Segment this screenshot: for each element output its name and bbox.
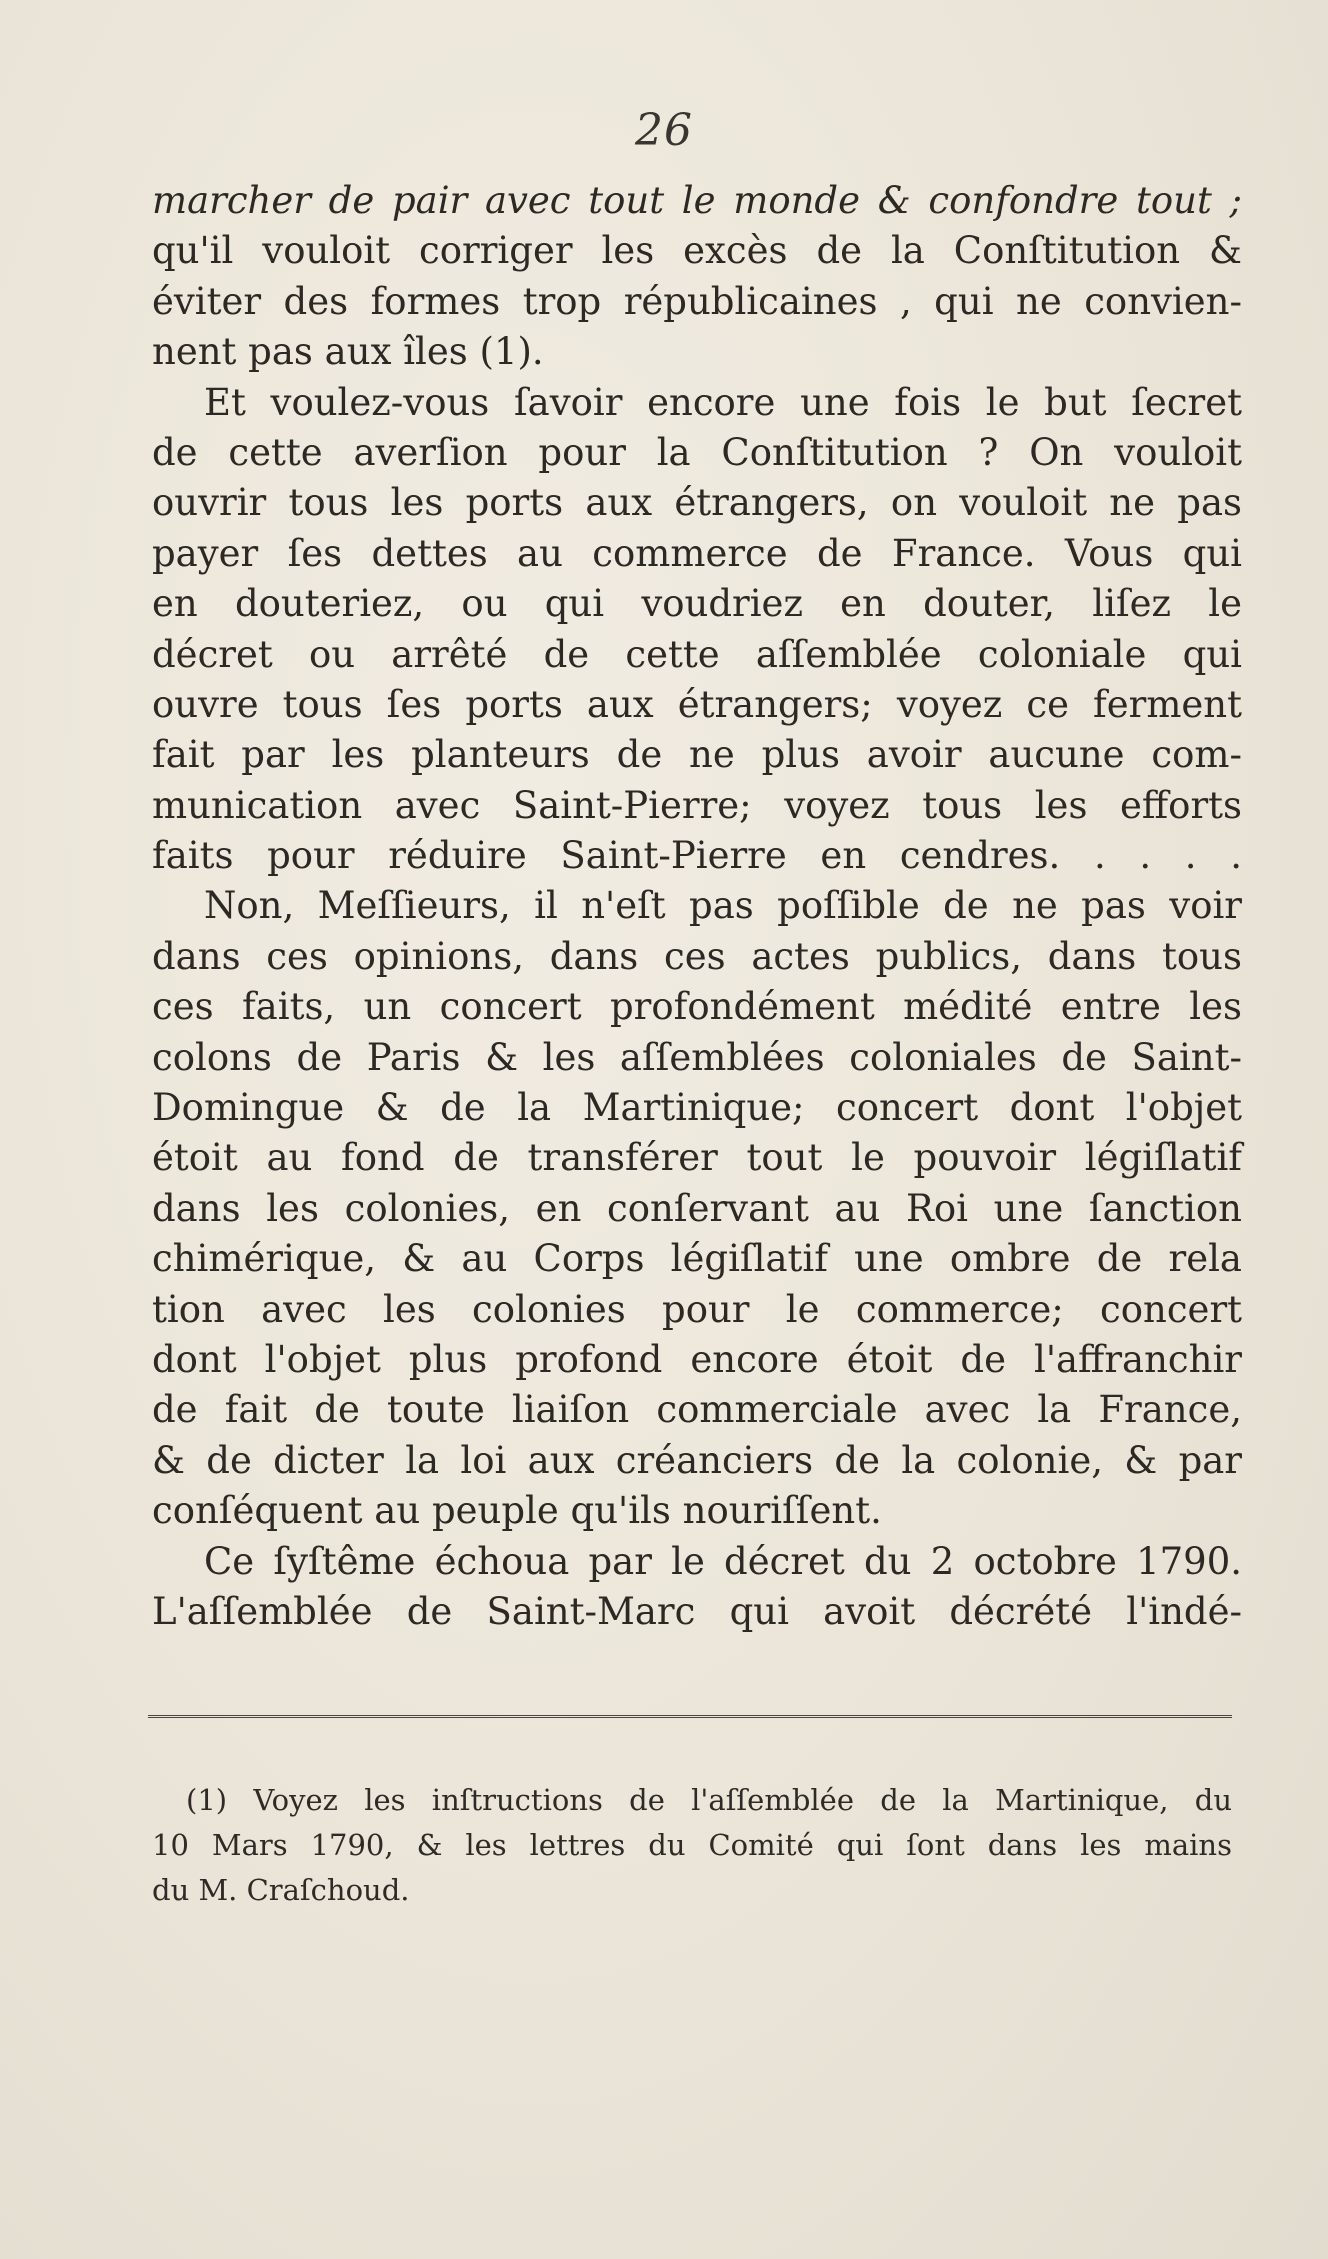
text-line: Et voulez-vous ſavoir encore une fois le but ſecret (204, 380, 1242, 424)
text-line: éviter des formes trop républicaines , qui ne convien- (152, 279, 1242, 323)
text-line: colons de Paris & les aſſemblées coloniales de Saint- (152, 1035, 1242, 1079)
text-line: ces faits, un concert profondément médité entre les (152, 985, 1242, 1029)
text-line: ouvre tous ſes ports aux étrangers; voyez ce ferment (152, 682, 1242, 726)
text-line: chimérique, & au Corps légiſlatif une ombre de rela (152, 1237, 1242, 1281)
text-line: dans ces opinions, dans ces actes publics, dans tous (152, 934, 1242, 978)
text-line: marcher de pair avec tout le monde & confondre tout ; (152, 179, 1242, 222)
footnote-line: 10 Mars 1790, & les lettres du Comité qui ſont dans les mains (152, 1828, 1232, 1862)
footnote-divider (148, 1715, 1232, 1718)
footnote-line: (1) Voyez les inſtructions de l'aſſemblée de la Martinique, du (186, 1783, 1232, 1817)
text-line: fait par les planteurs de ne plus avoir aucune com- (152, 733, 1242, 777)
text-line: & de dicter la loi aux créanciers de la colonie, & par (152, 1438, 1242, 1482)
text-line: tion avec les colonies pour le commerce; concert (152, 1287, 1242, 1331)
text-line: de cette averſion pour la Conſtitution ? On vouloit (152, 430, 1242, 474)
text-line: nent pas aux îles (1). (152, 330, 544, 374)
text-line: Non, Meſſieurs, il n'eſt pas poſſible de ne pas voir (204, 884, 1242, 928)
text-line: payer ſes dettes au commerce de France. Vous qui (152, 531, 1242, 575)
text-line: munication avec Saint-Pierre; voyez tous les efforts (152, 783, 1242, 827)
body-text (152, 176, 1242, 1637)
footnote (152, 1778, 1232, 1913)
text-line: ouvrir tous les ports aux étrangers, on vouloit ne pas (152, 481, 1242, 525)
text-line: Domingue & de la Martinique; concert dont l'objet (152, 1086, 1242, 1130)
text-line: qu'il vouloit corriger les excès de la Conſtitution & (152, 229, 1242, 273)
text-line: dont l'objet plus profond encore étoit de l'affranchir (152, 1337, 1242, 1381)
text-line: L'aſſemblée de Saint-Marc qui avoit décrété l'indé- (152, 1589, 1242, 1633)
text-line: en douteriez, ou qui voudriez en douter, liſez le (152, 582, 1242, 626)
text-line: conſéquent au peuple qu'ils nouriſſent. (152, 1489, 882, 1533)
page-number: 26 (635, 105, 693, 156)
text-line: décret ou arrêté de cette aſſemblée coloniale qui (152, 632, 1242, 676)
text-line: Ce ſyſtême échoua par le décret du 2 octobre 1790. (204, 1539, 1242, 1583)
text-line: de fait de toute liaiſon commerciale avec la France, (152, 1388, 1242, 1432)
text-line: étoit au fond de transférer tout le pouvoir légiſlatif (152, 1136, 1242, 1180)
text-line: dans les colonies, en conſervant au Roi une ſanction (152, 1186, 1242, 1230)
footnote-line: du M. Craſchoud. (152, 1873, 410, 1907)
text-line: faits pour réduire Saint-Pierre en cendres. . . . . (152, 834, 1242, 878)
